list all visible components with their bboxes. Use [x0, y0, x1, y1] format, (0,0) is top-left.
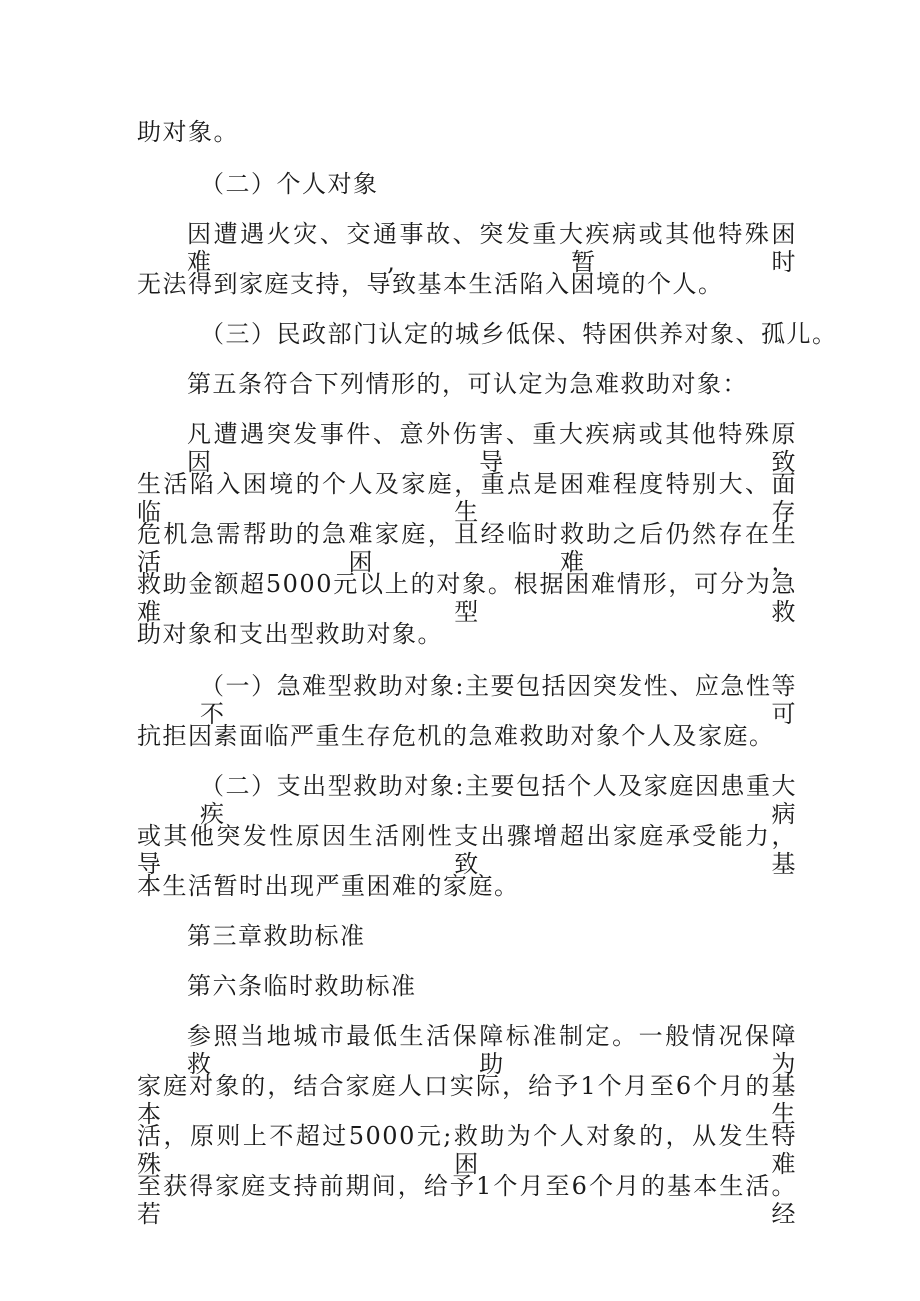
- paragraph-line: 助对象。: [137, 118, 239, 146]
- paragraph-line: 救助金额超5000元以上的对象。根据困难情形，可分为急难型救: [137, 570, 797, 626]
- paragraph-line: 参照当地城市最低生活保障标准制定。一般情况保障救助为: [187, 1022, 797, 1078]
- paragraph-line: 无法得到家庭支持，导致基本生活陷入困境的个人。: [137, 270, 724, 298]
- section-heading: （二）个人对象: [200, 170, 379, 198]
- paragraph-line: 凡遭遇突发事件、意外伤害、重大疾病或其他特殊原因导致: [187, 420, 797, 476]
- paragraph-line: 助对象和支出型救助对象。: [137, 620, 443, 648]
- paragraph-line: 危机急需帮助的急难家庭，且经临时救助之后仍然存在生活困难，: [137, 520, 797, 576]
- paragraph-line: （一）急难型救助对象:主要包括因突发性、应急性等不可: [200, 672, 797, 728]
- article-heading: 第六条临时救助标准: [187, 972, 417, 1000]
- paragraph-line: （二）支出型救助对象:主要包括个人及家庭因患重大疾病: [200, 772, 797, 828]
- paragraph-line: 因遭遇火灾、交通事故、突发重大疾病或其他特殊困难,暂时: [187, 220, 797, 276]
- chapter-heading: 第三章救助标准: [187, 922, 366, 950]
- paragraph-line: 本生活暂时出现严重困难的家庭。: [137, 872, 520, 900]
- paragraph-line: 或其他突发性原因生活刚性支出骤增超出家庭承受能力，导致基: [137, 822, 797, 878]
- paragraph-line: 生活陷入困境的个人及家庭，重点是困难程度特别大、面临生存: [137, 470, 797, 526]
- article-heading: 第五条符合下列情形的，可认定为急难救助对象：: [187, 370, 748, 398]
- paragraph-line: 至获得家庭支持前期间，给予1个月至6个月的基本生活。若经: [137, 1172, 797, 1228]
- paragraph-line: 抗拒因素面临严重生存危机的急难救助对象个人及家庭。: [137, 722, 775, 750]
- paragraph-line: 家庭对象的，结合家庭人口实际，给予1个月至6个月的基本生: [137, 1072, 797, 1128]
- section-heading: （三）民政部门认定的城乡低保、特困供养对象、孤儿。: [200, 320, 838, 348]
- paragraph-line: 活，原则上不超过5000元;救助为个人对象的，从发生特殊困难: [137, 1122, 797, 1178]
